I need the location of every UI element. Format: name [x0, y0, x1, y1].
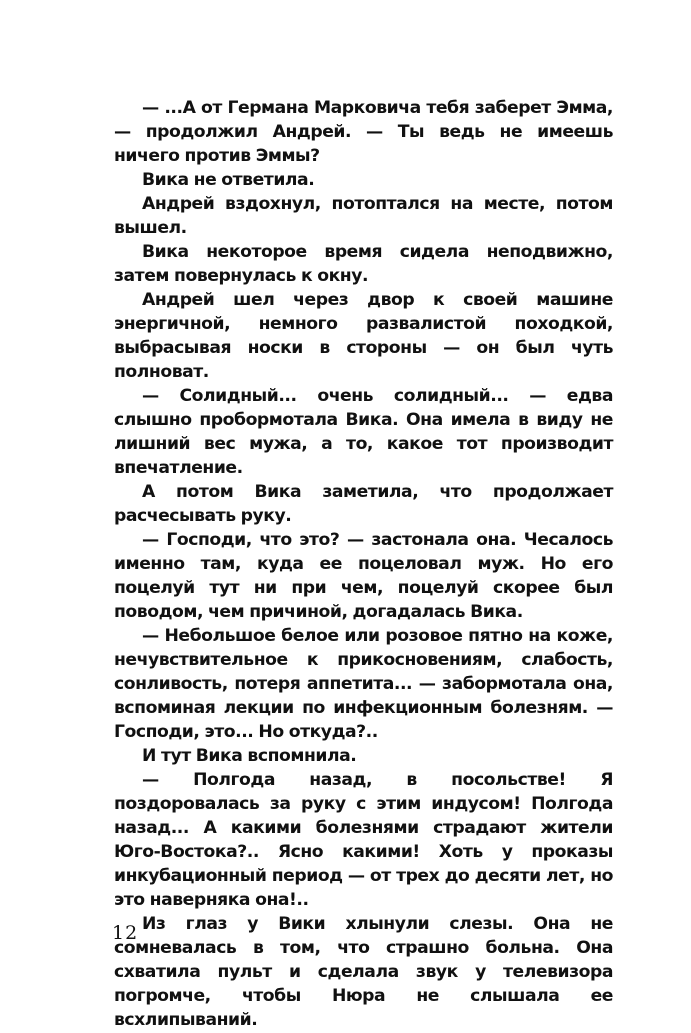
paragraph: Вика не ответила.	[142, 170, 315, 190]
paragraph: И тут Вика вспомнила.	[142, 746, 357, 766]
paragraph: Андрей вздохнул, потоптался на месте, потом вышел.	[114, 194, 613, 238]
body-text	[114, 96, 613, 1032]
paragraph: — Господи, что это? — застонала она. Чесалось именно там, куда ее поцеловал муж. Но его поцелуй тут ни при чем, поцелуй скорее был поводом, чем причиной, догадалась Вика.	[114, 530, 613, 622]
paragraph: — Полгода назад, в посольстве! Я поздоровалась за руку с этим индусом! Полгода назад... А какими болезнями страдают жители Юго-Востока?.. Ясно какими! Хоть у проказы инкубационный период — от трех до десяти лет, но это наверняка она!..	[114, 770, 613, 910]
paragraph: — Небольшое белое или розовое пятно на коже, нечувствительное к прикосновениям, слабость, сонливость, потеря аппетита... — забормотала она, вспоминая лекции по инфекционным болезням. — Господи, это... Но откуда?..	[114, 626, 613, 742]
page-number: 12	[112, 922, 139, 944]
paragraph: А потом Вика заметила, что продолжает расчесывать руку.	[114, 482, 613, 526]
paragraph: Из глаз у Вики хлынули слезы. Она не сомневалась в том, что страшно больна. Она схватила пульт и сделала звук у телевизора погромче, чтобы Нюра не слышала ее всхлипываний.	[114, 914, 613, 1030]
paragraph: — ...А от Германа Марковича тебя заберет Эмма, — продолжил Андрей. — Ты ведь не имеешь ничего против Эммы?	[114, 98, 613, 166]
paragraph: Андрей шел через двор к своей машине энергичной, немного развалистой походкой, выбрасывая носки в стороны — он был чуть полноват.	[114, 290, 613, 382]
paragraph: Вика некоторое время сидела неподвижно, затем повернулась к окну.	[114, 242, 613, 286]
paragraph: — Солидный... очень солидный... — едва слышно пробормотала Вика. Она имела в виду не лишний вес мужа, а то, какое тот производит впечатление.	[114, 386, 613, 478]
